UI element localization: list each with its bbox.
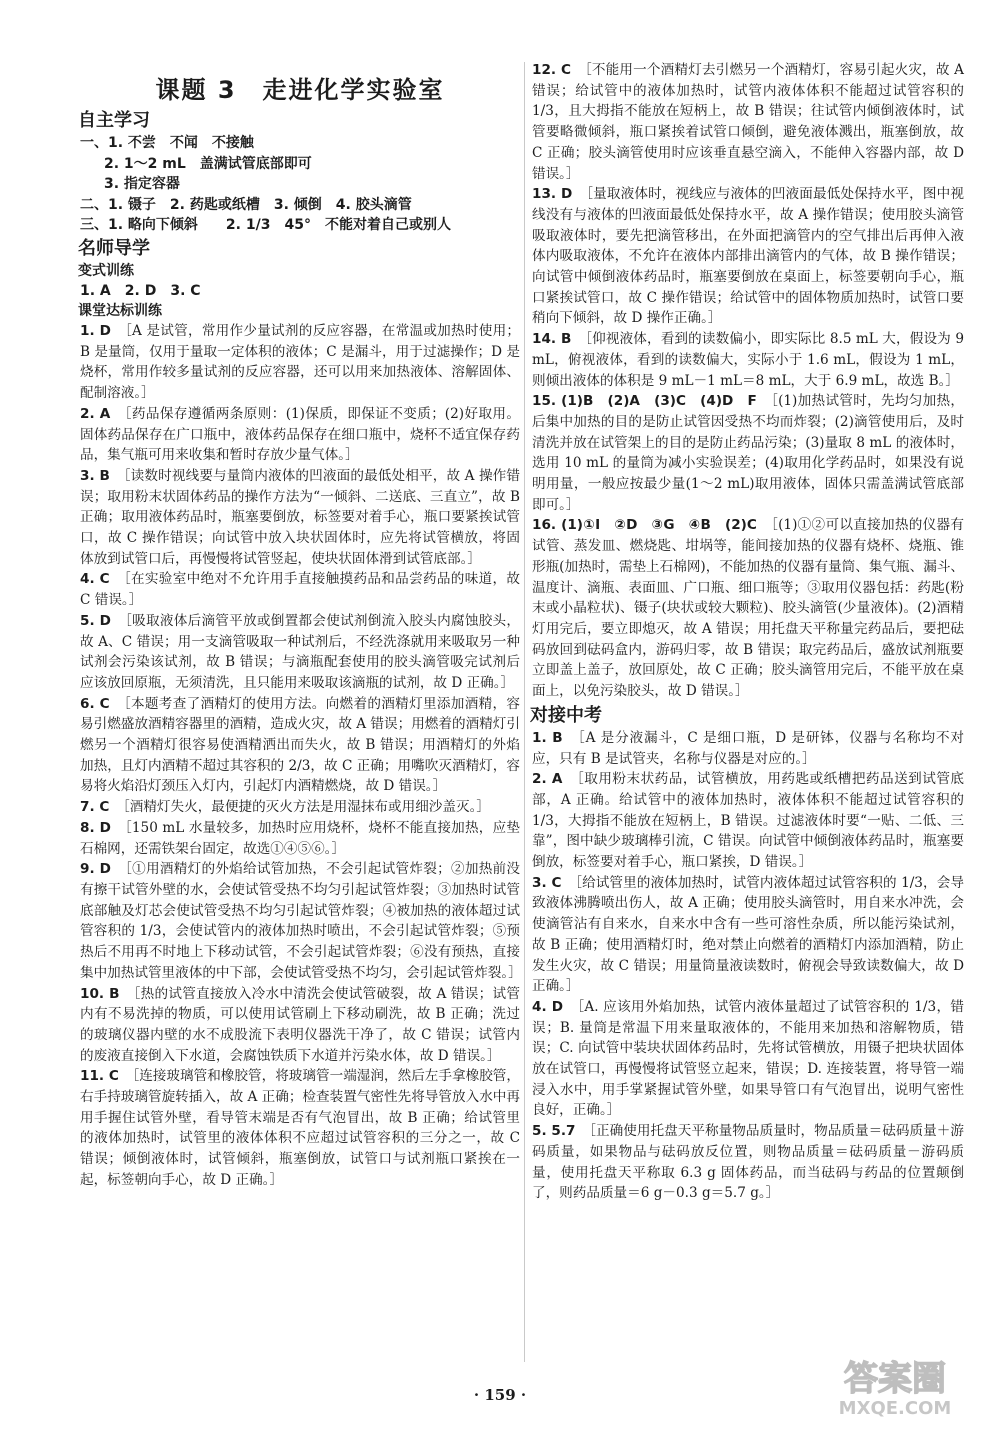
answer-line: 三、1. 略向下倾斜 2. 1/3 45° 不能对着自己或别人 [80, 217, 451, 233]
page-title: 课题 3 走进化学实验室 [155, 76, 445, 104]
question-number-answer: 13. D [532, 186, 573, 203]
question-explanation: ［取用粉末状药品，试管横放，用药匙或纸槽把药品送到试管底部，A 正确。给试管中的液体加热时，液体体积不能超过试管容积的 1/3，大拇指不能放在短柄上，B 错误。过滤液体时要“一贴、二低、三靠”，图中缺少玻璃棒引流，C 错误。向试管中倾倒液体药品时，瓶塞要倒放，标签要对着手心，瓶口紧挨，D 错误。］ [532, 771, 964, 871]
question-explanation: ［仰视液体，看到的读数偏小，即实际比 8.5 mL 大，假设为 9 mL，俯视液体，看到的读数偏大，实际小于 1.6 mL，假设为 1 mL，则倾出液体的体积是 9 mL－1 mL＝8 mL，大于 6.9 mL，故选 B。］ [532, 331, 964, 389]
question-explanation: ［(1)①②可以直接加热的仪器有试管、蒸发皿、燃烧匙、坩埚等，能间接加热的仪器有烧杯、烧瓶、锥形瓶(加热时，需垫上石棉网)，不能加热的仪器有量筒、集气瓶、漏斗、温度计、滴瓶、表面皿、广口瓶、细口瓶等；③取用仪器包括：药匙(粉末或小晶粒状)、镊子(块状或较大颗粒)、胶头滴管(少量液体)。(2)酒精灯用完后，要立即熄灭，故 A 错误；用托盘天平称量完药品后，要把砝码放回到砝码盒内，游码归零，故 B 错误；取完药品后，盛放试剂瓶要立即盖上盖子，放回原处，故 C 正确；胶头滴管用完后，不能平放在桌面上，以免污染胶头，故 D 错误。］ [532, 517, 965, 700]
classroom-training-list [80, 321, 520, 1191]
question-number-answer: 1. B [532, 729, 563, 746]
section-heading-teacher-guide: 名师导学 [78, 237, 150, 259]
question-number-answer: 14. B [532, 331, 572, 348]
question-answer [532, 769, 964, 873]
exam-connect-list [532, 728, 964, 1204]
question-explanation: ［吸取液体后滴管平放或倒置都会使试剂倒流入胶头内腐蚀胶头，故 A、C 错误；用一支滴管吸取一种试剂后，不经洗涤就用来吸取另一种试剂会污染该试剂，故 B 错误；与滴瓶配套使用的胶头滴管吸完试剂后应该放回原瓶，无须清洗，且只能用来吸取该滴瓶的试剂，故 D 正确。］ [80, 612, 521, 691]
page-number: · 159 · [473, 1386, 527, 1404]
self-study-answers [80, 133, 520, 236]
variant-training-answers: 1. A 2. D 3. C [80, 282, 201, 299]
question-explanation: ［给试管里的液体加热时，试管内液体超过试管容积的 1/3，会导致液体沸腾喷出伤人，故 A 正确；使用胶头滴管时，用自来水冲洗，会使滴管沾有自来水，自来水中含有一些可溶性杂质，所以能污染试剂，故 B 正确；使用酒精灯时，绝对禁止向燃着的酒精灯内添加酒精，防止发生火灾，故 C 错误；用量筒量液读数时，俯视会导致读数偏大，故 D 正确。］ [532, 874, 964, 995]
question-number-answer: 11. C [80, 1068, 119, 1085]
question-number-answer: 3. C [532, 874, 562, 891]
question-explanation: ［热的试管直接放入冷水中清洗会使试管破裂，故 A 错误；试管内有不易洗掉的物质，可以使用试管刷上下移动刷洗，故 B 正确；洗过的玻璃仪器内壁的水不成股流下表明仪器洗干净了，故 C 错误；试管内的废液直接倒入下水道，会腐蚀铁质下水道并污染水体，故 D 错误。］ [80, 985, 520, 1064]
question-answer [80, 1066, 520, 1190]
right-column [532, 60, 964, 1204]
question-answer [532, 60, 964, 184]
section-heading-self-study: 自主学习 [78, 110, 150, 131]
answer-line: 一、1. 不尝 不闻 不接触 [80, 135, 254, 151]
question-number-answer: 5. 5.7 [532, 1123, 576, 1140]
question-number-answer: 3. B [80, 467, 110, 484]
question-number-answer: 4. C [80, 571, 110, 588]
subheading-variant-training: 变式训练 [78, 262, 134, 279]
question-explanation: ［(1)加热试管时，先均匀加热，后集中加热的目的是防止试管因受热不均而炸裂；(2)滴管使用后，及时清洗并放在试管架上的目的是防止药品污染；(3)量取 8 mL 的液体时，选用 10 mL 的量筒为减小实验误差；(4)取用化学药品时，如果没有说明用量，一般应按最少量(1～2 mL)取用液体，固体只需盖满试管底部即可。］ [532, 393, 964, 513]
answer-line: 二、1. 镊子 2. 药匙或纸槽 3. 倾倒 4. 胶头滴管 [80, 196, 412, 213]
question-answer [532, 184, 964, 329]
question-number-answer: 4. D [532, 998, 563, 1015]
question-number-answer: 15. (1)B (2)A (3)C (4)D F [532, 393, 757, 410]
question-explanation: ［正确使用托盘天平称量物品质量时，物品质量＝砝码质量＋游码质量，如果物品与砝码放反位置，则物品质量＝砝码质量－游码质量，使用托盘天平称取 6.3 g 固体药品，而当砝码与药品的位置颠倒了，则药品质量＝6 g－0.3 g＝5.7 g。］ [532, 1123, 965, 1202]
question-explanation: ［量取液体时，视线应与液体的凹液面最低处保持水平，图中视线没有与液体的凹液面最低处保持水平，故 A 操作错误；使用胶头滴管吸取液体时，要先把滴管移出，在外面把滴管内的空气排出后再伸入液体内吸取液体，不允许在液体内部排出滴管内的气体，故 B 操作错误；向试管中倾倒液体药品时，瓶塞要倒放在桌面上，标签要朝向手心，瓶口紧挨试管口，故 C 操作错误；给试管中的固体物质加热时，试管口要稍向下倾斜，故 D 操作正确。］ [532, 186, 965, 327]
question-answer [532, 515, 964, 701]
question-number-answer: 2. A [532, 771, 563, 788]
question-answer [80, 984, 520, 1067]
question-explanation: ［酒精灯失火，最便捷的灭火方法是用湿抹布或用细沙盖灭。］ [122, 799, 490, 816]
question-answer [532, 728, 964, 769]
question-number-answer: 16. (1)①I ②D ③G ④B (2)C [532, 517, 757, 534]
column-divider [524, 62, 525, 1362]
question-number-answer: 10. B [80, 985, 120, 1002]
question-number-answer: 5. D [80, 612, 111, 629]
watermark-main-text: 答案圈 [844, 1359, 946, 1399]
question-explanation: ［药品保存遵循两条原则：(1)保质，即保证不变质；(2)好取用。固体药品保存在广口瓶中，液体药品保存在细口瓶中，烧杯不适宜保存药品，集气瓶可用来收集和暂时存放少量气体。］ [80, 405, 521, 464]
answer-line: 2. 1～2 mL 盖满试管底部即可 [104, 155, 312, 172]
question-explanation: ［A 是试管，常用作少量试剂的反应容器，在常温或加热时使用；B 是量筒，仅用于量取一定体积的液体；C 是漏斗，用于过滤操作；D 是烧杯，常用作较多量试剂的反应容器，还可以用来加热液体、溶解固体、配制溶液。］ [80, 323, 521, 402]
question-explanation: ［A 是分液漏斗，C 是细口瓶，D 是研钵，仪器与名称均不对应，只有 B 是试管夹，名称与仪器是对应的。］ [532, 729, 965, 767]
question-answer [80, 569, 520, 610]
question-answer [80, 611, 520, 694]
left-column [80, 108, 520, 1191]
question-explanation: ［不能用一个酒精灯去引燃另一个酒精灯，容易引起火灾，故 A 错误；给试管中的液体加热时，试管内液体体积不能超过试管容积的 1/3，且大拇指不能放在短柄上，故 B 错误；往试管内倾倒液体时，试管要略微倾斜，瓶口紧挨着试管口倾倒，避免液体溅出，瓶塞倒放，故 C 正确；胶头滴管使用时应该垂直悬空滴入，不能伸入容器内部，故 D 错误。］ [532, 62, 965, 182]
question-explanation: ［①用酒精灯的外焰给试管加热，不会引起试管炸裂；②加热前没有擦干试管外壁的水，会使试管受热不均匀引起试管炸裂；③加热时试管底部触及灯芯会使试管受热不均匀引起试管炸裂；④被加热的液体超过试管容积的 1/3，会使试管内的液体加热时喷出，不会引起试管炸裂；⑤预热后不用再不时地上下移动试管，不会引起试管炸裂；⑥没有预热，直接集中加热试管里液体的中下部，会使试管受热不均匀，会引起试管炸裂。］ [80, 861, 522, 981]
question-answer [80, 818, 520, 859]
question-answer [80, 321, 520, 404]
question-explanation: ［读数时视线要与量筒内液体的凹液面的最低处相平，故 A 操作错误；取用粉末状固体药品的操作方法为“一倾斜、二送底、三直立”，故 B 正确；取用液体药品时，瓶塞要倒放，标签要对着手心，瓶口要紧挨试管口，故 C 操作错误；向试管中放入块状固体时，应先将试管横放，将固体放到试管口后，再慢慢将试管竖起，使块状固体滑到试管底部。］ [80, 467, 520, 567]
question-answer [532, 329, 964, 391]
question-answer [80, 694, 520, 798]
classroom-training-list-continued [532, 60, 964, 702]
question-answer [80, 797, 520, 818]
subheading-classroom-training: 课堂达标训练 [78, 303, 162, 319]
question-answer [532, 997, 964, 1121]
question-number-answer: 6. C [80, 695, 110, 712]
question-answer [80, 859, 520, 983]
question-answer [80, 466, 520, 570]
question-number-answer: 1. D [80, 323, 111, 339]
watermark-logo [800, 1350, 990, 1420]
question-number-answer: 7. C [80, 799, 110, 816]
question-explanation: ［150 mL 水量较多，加热时应用烧杯，烧杯不能直接加热，应垫石棉网，还需铁架台固定，故选①④⑤⑥。］ [80, 819, 520, 857]
question-explanation: ［连接玻璃管和橡胶管，将玻璃管一端湿润，然后左手拿橡胶管，右手持玻璃管旋转插入，故 A 正确；检查装置气密性先将导管放入水中再用手握住试管外壁，看导管末端是否有气泡冒出，故 B 正确；给试管里的液体加热时，试管里的液体体积不应超过试管容积的三分之一，故 C 错误；倾倒液体时，试管倾斜，瓶塞倒放，试管口与试剂瓶口紧挨在一起，标签朝向手心，故 D 正确。］ [80, 1068, 520, 1188]
question-answer [532, 391, 964, 515]
question-explanation: ［本题考查了酒精灯的使用方法。向燃着的酒精灯里添加酒精，容易引燃盛放酒精容器里的酒精，造成火灾，故 A 错误；用燃着的酒精灯引燃另一个酒精灯很容易使酒精洒出而失火，故 B 错误；用酒精灯的外焰加热，且灯内酒精不超过其容积的 2/3，故 C 正确；用嘴吹灭酒精灯，容易将火焰沿灯颈压入灯内，引起灯内酒精燃烧，故 D 错误。］ [80, 695, 520, 795]
question-answer [80, 404, 520, 466]
question-number-answer: 8. D [80, 819, 111, 836]
question-explanation: ［在实验室中绝对不允许用手直接触摸药品和品尝药品的味道，故 C 错误。］ [80, 571, 520, 609]
question-number-answer: 9. D [80, 861, 111, 878]
question-number-answer: 2. A [80, 405, 111, 422]
question-explanation: ［A. 应该用外焰加热，试管内液体量超过了试管容积的 1/3，错误；B. 量筒是常温下用来量取液体的，不能用来加热和溶解物质，错误；C. 向试管中装块状固体药品时，先将试管横放，用镊子把块状固体放在试管口，再慢慢将试管竖立起来，错误；D. 连接装置，将导管一端浸入水中，用手掌紧握试管外壁，如果导管口有气泡冒出，说明气密性良好，正确。］ [532, 998, 965, 1119]
question-answer [532, 1121, 964, 1204]
watermark-url-text: MXQE.COM [838, 1398, 952, 1419]
question-answer [532, 873, 964, 997]
answer-line: 3. 指定容器 [104, 176, 180, 192]
question-number-answer: 12. C [532, 62, 571, 78]
section-heading-exam-connect: 对接中考 [530, 704, 602, 726]
